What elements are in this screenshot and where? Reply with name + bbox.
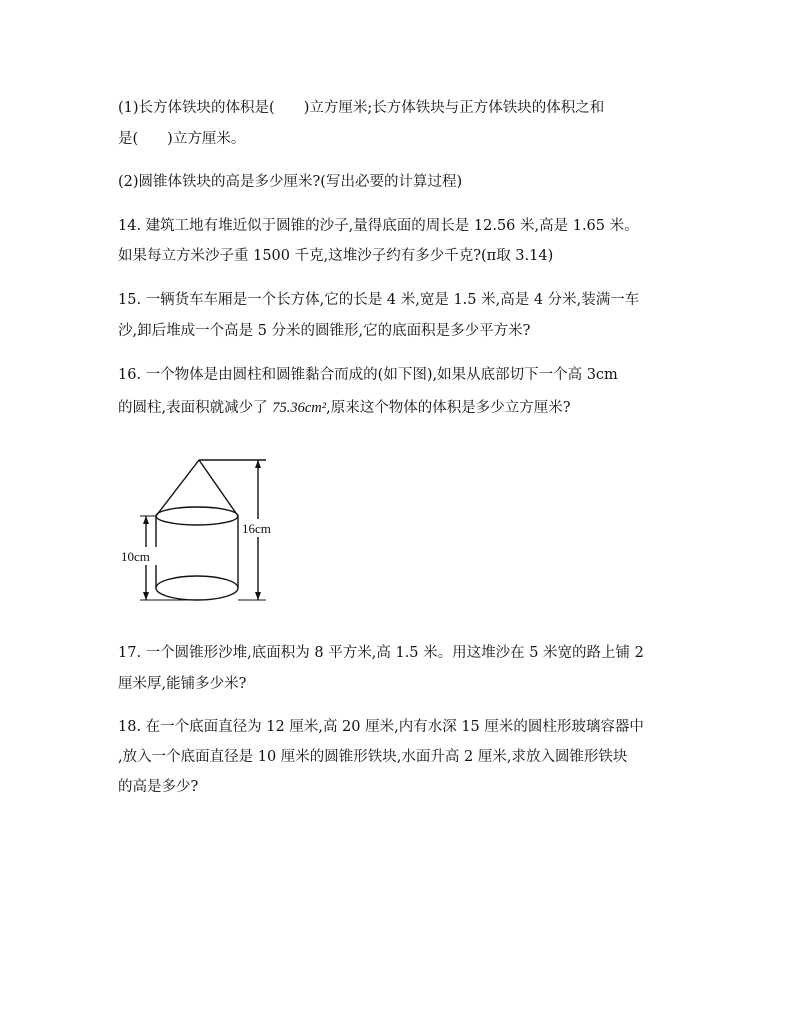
total-height-arrow-up [255, 460, 261, 468]
q15-line2: 沙,卸后堆成一个高是 5 分米的圆锥形,它的底面积是多少平方米? [118, 323, 531, 339]
q18-line1: 18. 在一个底面直径为 12 厘米,高 20 厘米,内有水深 15 厘米的圆柱形玻璃容器中 [118, 719, 644, 735]
q14-line1: 14. 建筑工地有堆近似于圆锥的沙子,量得底面的周长是 12.56 米,高是 1.65 米。 [118, 218, 639, 234]
cone-cylinder-figure [118, 455, 288, 610]
q13-part1-line2: 是( )立方厘米。 [118, 131, 246, 147]
q15-line1: 15. 一辆货车车厢是一个长方体,它的长是 4 米,宽是 1.5 米,高是 4 分米,装满一车 [118, 292, 640, 308]
q17-line1: 17. 一个圆锥形沙堆,底面积为 8 平方米,高 1.5 米。用这堆沙在 5 米宽的路上铺 2 [118, 645, 644, 661]
q18-line2: ,放入一个底面直径是 10 厘米的圆锥形铁块,水面升高 2 厘米,求放入圆锥形铁块 [118, 749, 628, 765]
total-height-label: 16cm [242, 521, 271, 536]
q13-part2: (2)圆锥体铁块的高是多少厘米?(写出必要的计算过程) [118, 174, 463, 190]
q16-line2-b: ,原来这个物体的体积是多少立方厘米? [326, 400, 571, 416]
q18-line3: 的高是多少? [118, 779, 199, 795]
cylinder-height-label: 10cm [121, 549, 150, 564]
q13-part1-line1: (1)长方体铁块的体积是( )立方厘米;长方体铁块与正方体铁块的体积之和 [118, 100, 605, 116]
q17-line2: 厘米厚,能铺多少米? [118, 676, 247, 692]
cyl-height-arrow-down [143, 592, 149, 600]
cylinder-top-ellipse [156, 507, 238, 525]
cyl-height-arrow-up [143, 516, 149, 524]
q16-line1: 16. 一个物体是由圆柱和圆锥黏合而成的(如下图),如果从底部切下一个高 3cm [118, 367, 618, 383]
q16-line2 [118, 398, 571, 418]
q16-line2-a: 的圆柱,表面积就减少了 [118, 400, 273, 416]
cylinder-bottom-ellipse [156, 576, 238, 600]
q14-line2: 如果每立方米沙子重 1500 千克,这堆沙子约有多少千克?(π取 3.14) [118, 248, 554, 264]
q16-area-value: 75.36cm² [272, 400, 327, 416]
total-height-arrow-down [255, 592, 261, 600]
